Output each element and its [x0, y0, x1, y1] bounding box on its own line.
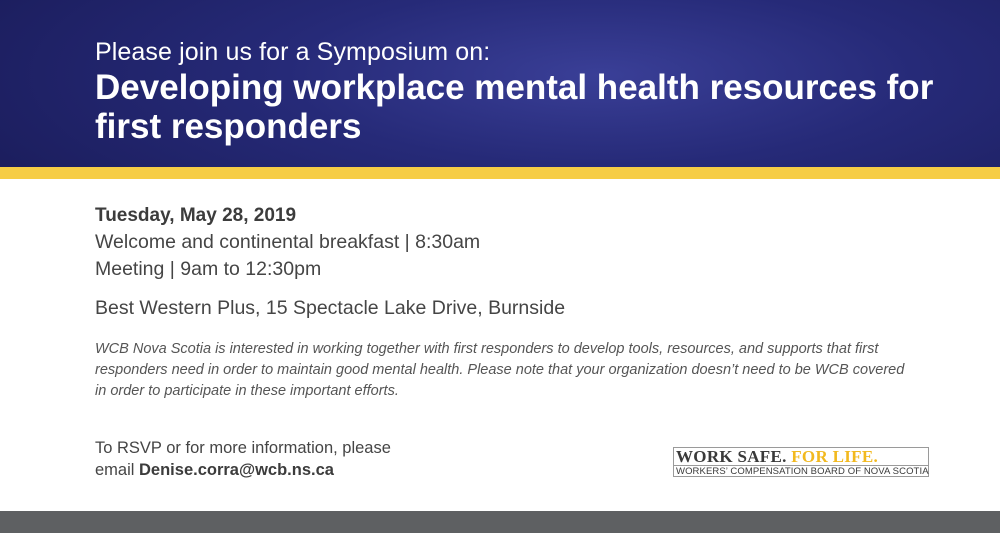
logo-for-life: FOR LIFE.: [791, 447, 879, 466]
logo-org-name: WORKERS’ COMPENSATION BOARD OF NOVA SCOTIA: [676, 466, 929, 477]
event-date: Tuesday, May 28, 2019: [95, 205, 297, 226]
event-location: Best Western Plus, 15 Spectacle Lake Drive, Burnside: [95, 297, 566, 319]
rsvp-text: To RSVP or for more information, please: [95, 439, 391, 457]
logo-slogan: [676, 448, 878, 465]
rsvp-email-link[interactable]: Denise.corra@wcb.ns.ca: [139, 461, 334, 479]
gold-stripe-divider: [0, 167, 1000, 179]
rsvp-block: [95, 437, 391, 481]
logo-work-safe: WORK SAFE.: [676, 447, 787, 466]
banner-intro: Please join us for a Symposium on:: [95, 38, 491, 66]
event-title: Developing workplace mental health resources for first responders: [95, 68, 934, 146]
schedule-breakfast: Welcome and continental breakfast | 8:30am: [95, 231, 481, 253]
rsvp-email-line: [95, 459, 391, 481]
header-banner: [0, 0, 1000, 167]
event-description: WCB Nova Scotia is interested in working together with first responders to develop tools, resources, and supports that first responders need in order to maintain good mental health. Please note that your organization doesn’t need to be WCB covered in order to participate in these important efforts.: [95, 341, 905, 399]
footer-bar: [0, 511, 1000, 533]
rsvp-email-prefix: email: [95, 461, 140, 479]
wcb-logo: [673, 447, 929, 477]
schedule-meeting: Meeting | 9am to 12:30pm: [95, 258, 322, 280]
